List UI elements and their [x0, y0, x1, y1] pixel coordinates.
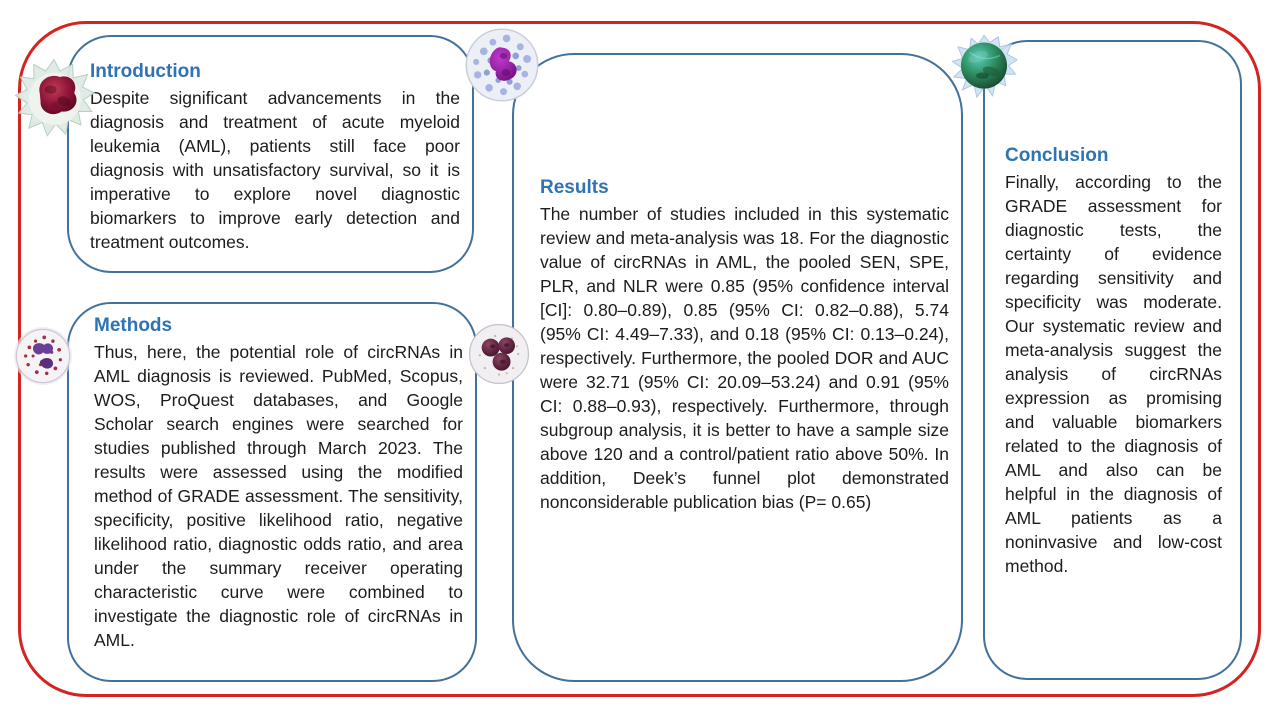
panel-introduction	[67, 35, 474, 273]
panel-methods-title: Methods	[94, 315, 173, 336]
panel-methods-body: Thus, here, the potential role of circRNAs in AML diagnosis is reviewed. PubMed, Scopus, WOS, ProQuest databases, and Google Scholar search engines were searched for studies published through March 2023. The results were assessed using the modified method of GRADE assessment. The sensitivity, specificity, positive likelihood ratio, negative likelihood ratio, diagnostic odds ratio, and area under the summary receiver operating characteristic curve were combined to investigate the diagnostic role of circRNAs in AML.	[94, 342, 463, 650]
panel-introduction-content	[69, 37, 472, 271]
purple-nucleus-granulocyte-image	[464, 27, 540, 103]
panel-results	[512, 53, 963, 682]
panel-conclusion-title: Conclusion	[1005, 145, 1109, 166]
panel-conclusion-body: Finally, according to the GRADE assessment for diagnostic tests, the certainty of evidence regarding sensitivity and specificity was moderate. Our systematic review and meta-analysis suggest the analysis of circRNAs expression as promising and valuable biomarkers related to the diagnosis of AML and also can be helpful in the diagnosis of AML patients as a noninvasive and low-cost method.	[1005, 172, 1222, 576]
panel-results-content	[514, 55, 961, 680]
panel-introduction-title: Introduction	[90, 61, 201, 82]
speckled-eosinophil-cell-image	[12, 325, 74, 387]
red-nucleus-leukocyte-image	[12, 56, 96, 140]
panel-conclusion-content	[985, 42, 1240, 678]
panel-conclusion	[983, 40, 1242, 680]
panel-results-body: The number of studies included in this systematic review and meta-analysis was 18. For the diagnostic value of circRNAs in AML, the pooled SEN, SPE, PLR, and NLR were 0.85 (95% confidence interval [CI]: 0.80–0.89), 0.85 (95% CI: 0.82–0.88), 5.74 (95% CI: 4.49–7.33), and 0.18 (95% CI: 0.13–0.24), respectively. Furthermore, the pooled DOR and AUC were 32.71 (95% CI: 20.09–53.24) and 0.91 (95% CI: 0.88–0.93), respectively. Furthermore, through subgroup analysis, it is better to have a sample size above 120 and a control/patient ratio above 50%. In addition, Deek’s funnel plot demonstrated nonconsiderable publication bias (P= 0.65)	[540, 204, 949, 512]
teal-microscopy-cell-image	[948, 31, 1020, 103]
panel-methods-content	[69, 304, 475, 680]
trilobed-leukocyte-cell-image	[467, 322, 531, 386]
panel-results-title: Results	[540, 177, 609, 198]
panel-introduction-body: Despite significant advancements in the diagnosis and treatment of acute myeloid leukemia (AML), patients still face poor diagnosis with unsatisfactory survival, so it is imperative to explore novel diagnostic biomarkers to improve early detection and treatment outcomes.	[90, 88, 460, 252]
panel-methods	[67, 302, 477, 682]
